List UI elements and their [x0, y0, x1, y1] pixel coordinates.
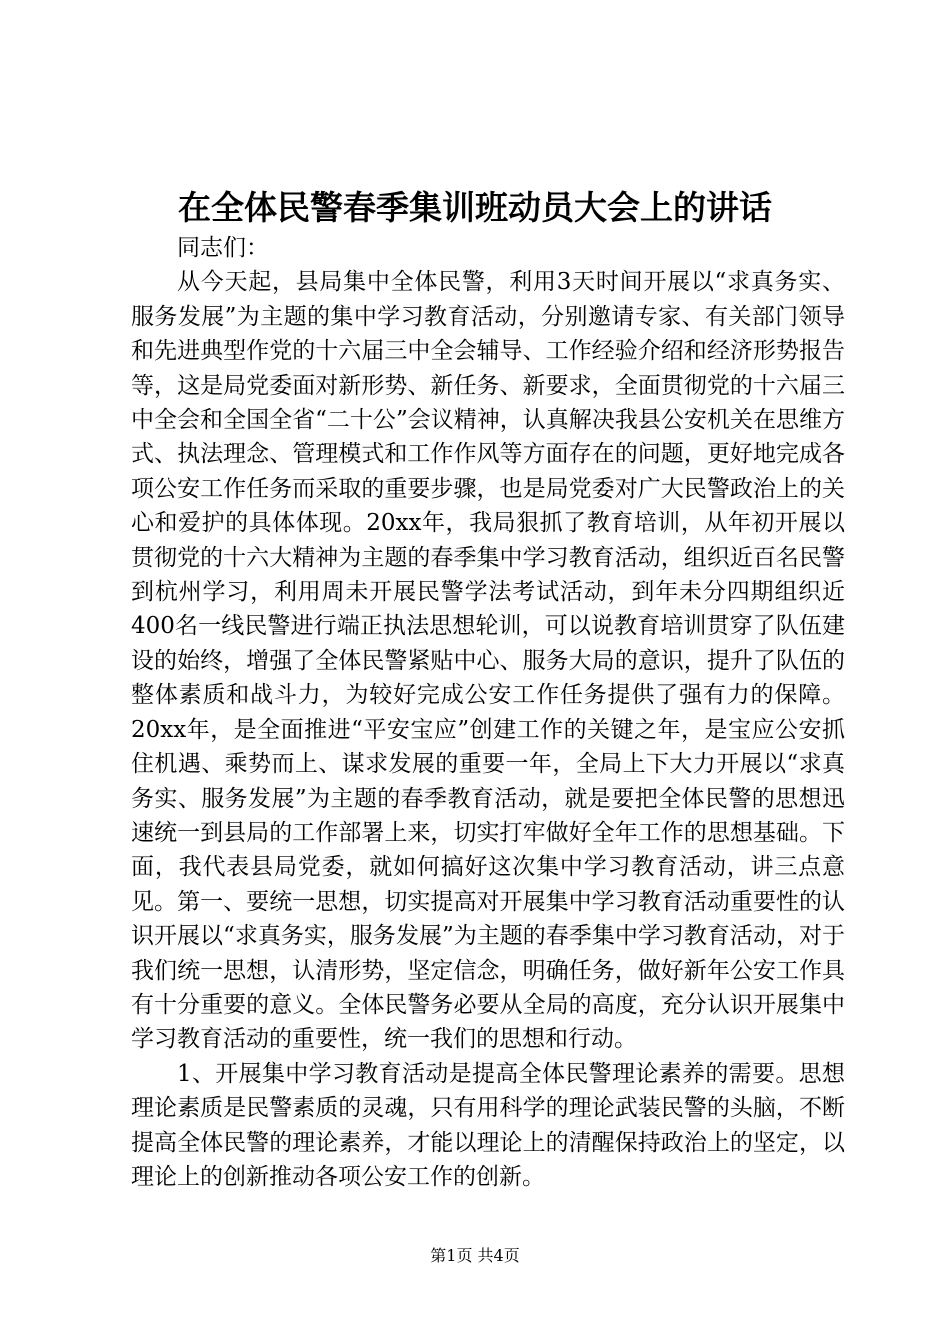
- page-number: 第1页 共4页: [430, 1246, 520, 1265]
- paragraph: 1、开展集中学习教育活动是提高全体民警理论素养的需要。思想理论素质是民警素质的灵魂，只有用科学的理论武装民警的头脑，不断提高全体民警的理论素养，才能以理论上的清醒保持政治上的坚定，以理论上的创新推动各项公安工作的创新。: [131, 1060, 845, 1190]
- salutation: 同志们：: [177, 235, 269, 261]
- document-body: [131, 231, 845, 1194]
- document-title: 在全体民警春季集训班动员大会上的讲话: [178, 188, 772, 227]
- paragraph: 从今天起，县局集中全体民警，利用3天时间开展以“求真务实、服务发展”为主题的集中学习教育活动，分别邀请专家、有关部门领导和先进典型作党的十六届三中全会辅导、工作经验介绍和经济形势报告等，这是局党委面对新形势、新任务、新要求，全面贯彻党的十六届三中全会和全国全省“二十公”会议精神，认真解决我县公安机关在思维方式、执法理念、管理模式和工作作风等方面存在的问题，更好地完成各项公安工作任务而采取的重要步骤，也是局党委对广大民警政治上的关心和爱护的具体体现。20xx年，我局狠抓了教育培训，从年初开展以贯彻党的十六大精神为主题的春季集中学习教育活动，组织近百名民警到杭州学习，利用周未开展民警学法考试活动，到年未分四期组织近400名一线民警进行端正执法思想轮训，可以说教育培训贯穿了队伍建设的始终，增强了全体民警紧贴中心、服务大局的意识，提升了队伍的整体素质和战斗力，为较好完成公安工作任务提供了强有力的保障。20xx年，是全面推进“平安宝应”创建工作的关键之年，是宝应公安抓住机遇、乘势而上、谋求发展的重要一年，全局上下大力开展以“求真务实、服务发展”为主题的春季教育活动，就是要把全体民警的思想迅速统一到县局的工作部署上来，切实打牢做好全年工作的思想基础。下面，我代表县局党委，就如何搞好这次集中学习教育活动，讲三点意见。第一、要统一思想，切实提高对开展集中学习教育活动重要性的认识开展以“求真务实，服务发展”为主题的春季集中学习教育活动，对于我们统一思想，认清形势，坚定信念，明确任务，做好新年公安工作具有十分重要的意义。全体民警务必要从全局的高度，充分认识开展集中学习教育活动的重要性，统一我们的思想和行动。: [131, 269, 845, 1053]
